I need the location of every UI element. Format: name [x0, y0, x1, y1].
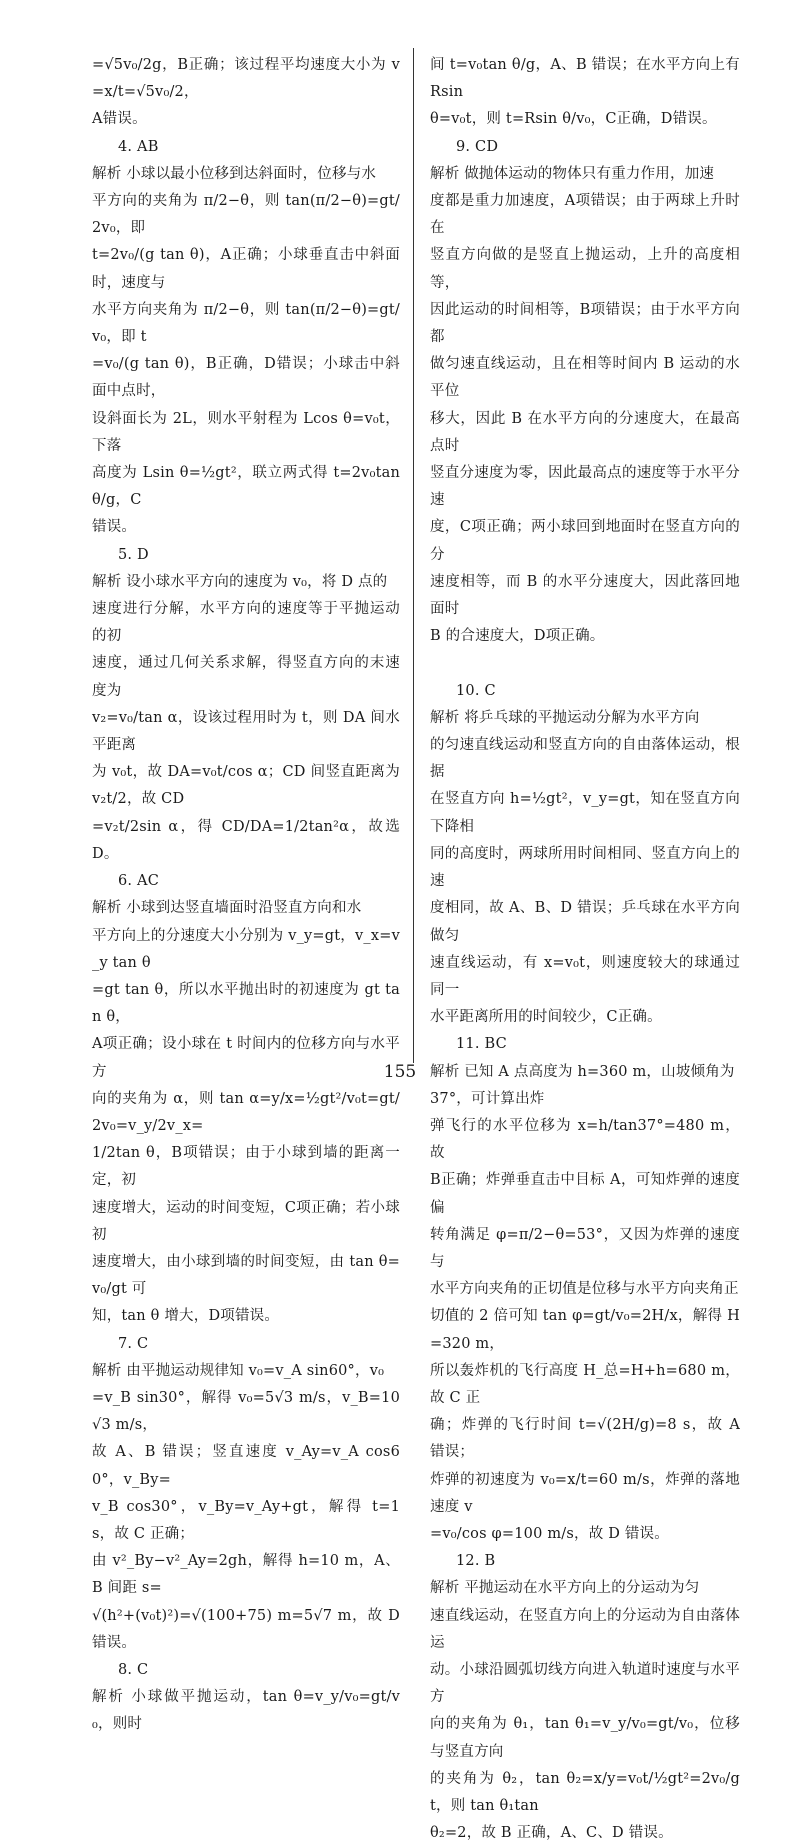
text-line: 速度进行分解，水平方向的速度等于平抛运动的初: [92, 601, 400, 645]
text-line: 知，tan θ 增大，D项错误。: [92, 1308, 280, 1325]
text-line: =v_B sin30°，解得 v₀=5√3 m/s，v_B=10√3 m/s，: [92, 1389, 400, 1434]
text-line: 设斜面长为 2L，则水平射程为 Lcos θ=v₀t，下落: [92, 410, 400, 454]
text-line: θ=v₀t，则 t=Rsin θ/v₀，C正确，D错误。: [430, 111, 717, 128]
text-line: =v₀/(g tan θ)，B正确，D错误；小球击中斜面中点时，: [92, 356, 400, 400]
text-line: 平方向上的分速度大小分别为 v_y=gt，v_x=v_y tan θ: [92, 927, 400, 971]
text-line: θ₂=2，故 B 正确，A、C、D 错误。: [430, 1825, 673, 1842]
text-line: 速直线运动，在竖直方向上的分运动为自由落体运: [430, 1607, 740, 1651]
text-line: 度相同，故 A、B、D 错误；乒乓球在水平方向做匀: [430, 900, 740, 944]
right-column: [430, 52, 740, 1847]
text-line: 1/2tan θ，B项错误；由于小球到墙的距离一定，初: [92, 1145, 400, 1189]
text-line: 的匀速直线运动和竖直方向的自由落体运动，根据: [430, 737, 740, 781]
text-line: √(h²+(v₀t)²)=√(100+75) m=5√7 m，故 D 错误。: [92, 1607, 400, 1651]
text-line: 解析 设小球水平方向的速度为 v₀，将 D 点的: [92, 573, 388, 590]
text-line: 速度增大，运动的时间变短，C项正确；若小球初: [92, 1199, 400, 1243]
text-line: v₂=v₀/tan α，设该过程用时为 t，则 DA 间水平距离: [92, 709, 400, 754]
answer-number: 8. C: [118, 1661, 149, 1678]
text-line: =v₂t/2sin α，得 CD/DA=1/2tan²α，故选 D。: [92, 818, 400, 862]
text-line: 弹飞行的水平位移为 x=h/tan37°=480 m，故: [430, 1117, 740, 1162]
text-line: 37°，可计算出炸: [430, 1090, 545, 1107]
text-line: 解析 平抛运动在水平方向上的分运动为匀: [430, 1580, 700, 1597]
text-line: B正确；炸弹垂直击中目标 A，可知炸弹的速度偏: [430, 1172, 740, 1216]
text-line: t=2v₀/(g tan θ)，A正确；小球垂直击中斜面时，速度与: [92, 247, 400, 291]
text-line: 速度增大，由小球到墙的时间变短，由 tan θ=v₀/gt 可: [92, 1253, 400, 1298]
text-line: 所以轰炸机的飞行高度 H_总=H+h=680 m，故 C 正: [430, 1362, 740, 1406]
text-line: =v₀/cos φ=100 m/s，故 D 错误。: [430, 1525, 669, 1542]
text-line: 水平方向夹角的正切值是位移与水平方向夹角正: [430, 1281, 739, 1298]
text-line: 向的夹角为 θ₁，tan θ₁=v_y/v₀=gt/v₀，位移与竖直方向: [430, 1716, 740, 1760]
answer-number: 6. AC: [118, 873, 160, 890]
text-line: 在竖直方向 h=½gt²，v_y=gt，知在竖直方向下降相: [430, 791, 740, 835]
text-line: 错误。: [92, 519, 137, 536]
text-line: 解析 已知 A 点高度为 h=360 m，山坡倾角为: [430, 1063, 735, 1080]
answer-number: 5. D: [118, 546, 149, 563]
text-line: 水平方向夹角为 π/2−θ，则 tan(π/2−θ)=gt/v₀，即 t: [92, 301, 400, 346]
text-line: 平方向的夹角为 π/2−θ，则 tan(π/2−θ)=gt/2v₀，即: [92, 193, 400, 237]
text-line: [430, 650, 740, 677]
text-line: A错误。: [92, 111, 147, 128]
answer-number: 7. C: [118, 1335, 149, 1352]
answer-number: 4. AB: [118, 138, 159, 155]
column-divider: [413, 48, 414, 1063]
text-line: 解析 将乒乓球的平抛运动分解为水平方向: [430, 709, 700, 726]
text-line: 向的夹角为 α，则 tan α=y/x=½gt²/v₀t=gt/2v₀=v_y/2v_x=: [92, 1090, 400, 1134]
text-line: 炸弹的初速度为 v₀=x/t=60 m/s，炸弹的落地速度 v: [430, 1471, 740, 1515]
text-line: 解析 做抛体运动的物体只有重力作用，加速: [430, 165, 715, 182]
text-line: 高度为 Lsin θ=½gt²，联立两式得 t=2v₀tan θ/g，C: [92, 465, 400, 509]
text-line: 移大，因此 B 在水平方向的分速度大，在最高点时: [430, 410, 740, 454]
text-line: 为 v₀t，故 DA=v₀t/cos α；CD 间竖直距离为 v₂t/2，故 CD: [92, 764, 400, 808]
text-line: 间 t=v₀tan θ/g，A、B 错误；在水平方向上有 Rsin: [430, 57, 740, 101]
text-line: 速直线运动，有 x=v₀t，则速度较大的球通过同一: [430, 954, 740, 998]
text-line: 做匀速直线运动，且在相等时间内 B 运动的水平位: [430, 356, 740, 400]
answer-number: 12. B: [456, 1553, 496, 1570]
text-line: 水平距离所用的时间较少，C正确。: [430, 1009, 662, 1026]
text-line: 速度，通过几何关系求解，得竖直方向的末速度为: [92, 655, 400, 699]
text-line: 度，C项正确；两小球回到地面时在竖直方向的分: [430, 519, 740, 563]
text-line: 度都是重力加速度，A项错误；由于两球上升时在: [430, 193, 740, 237]
left-column: [92, 52, 400, 1739]
text-line: =gt tan θ，所以水平抛出时的初速度为 gt tan θ，: [92, 981, 400, 1026]
answer-number: 11. BC: [456, 1036, 507, 1053]
answer-number: 9. CD: [456, 138, 499, 155]
text-line: 转角满足 φ=π/2−θ=53°，又因为炸弹的速度与: [430, 1226, 740, 1270]
text-line: 切值的 2 倍可知 tan φ=gt/v₀=2H/x，解得 H=320 m，: [430, 1308, 740, 1352]
text-line: 竖直方向做的是竖直上抛运动，上升的高度相等，: [430, 247, 740, 291]
text-line: 由 v²_By−v²_Ay=2gh，解得 h=10 m，A、B 间距 s=: [92, 1553, 400, 1597]
text-line: 因此运动的时间相等，B项错误；由于水平方向都: [430, 301, 740, 346]
text-line: v_B cos30°，v_By=v_Ay+gt，解得 t=1 s，故 C 正确；: [92, 1498, 400, 1542]
text-line: B 的合速度大，D项正确。: [430, 628, 605, 645]
text-line: 确；炸弹的飞行时间 t=√(2H/g)=8 s，故 A 错误；: [430, 1417, 740, 1461]
text-line: 的夹角为 θ₂，tan θ₂=x/y=v₀t/½gt²=2v₀/gt，则 tan θ₁tan: [430, 1770, 740, 1814]
text-line: 解析 小球到达竖直墙面时沿竖直方向和水: [92, 900, 362, 917]
text-line: =√5v₀/2g，B正确；该过程平均速度大小为 v=x/t=√5v₀/2，: [92, 57, 400, 101]
text-line: 解析 由平抛运动规律知 v₀=v_A sin60°，v₀: [92, 1362, 385, 1379]
text-line: 速度相等，而 B 的水平分速度大，因此落回地面时: [430, 573, 740, 618]
answer-number: 10. C: [456, 682, 496, 699]
text-line: 解析 小球做平抛运动，tan θ=v_y/v₀=gt/v₀，则时: [92, 1689, 400, 1733]
text-line: 动。小球沿圆弧切线方向进入轨道时速度与水平方: [430, 1661, 740, 1706]
text-line: A项正确；设小球在 t 时间内的位移方向与水平方: [92, 1036, 400, 1080]
text-line: 竖直分速度为零，因此最高点的速度等于水平分速: [430, 465, 740, 509]
text-line: 故 A、B 错误；竖直速度 v_Ay=v_A cos60°，v_By=: [92, 1444, 400, 1488]
page-number: 155: [383, 1062, 417, 1082]
text-line: 解析 小球以最小位移到达斜面时，位移与水: [92, 165, 377, 182]
text-line: 同的高度时，两球所用时间相同、竖直方向上的速: [430, 845, 740, 890]
